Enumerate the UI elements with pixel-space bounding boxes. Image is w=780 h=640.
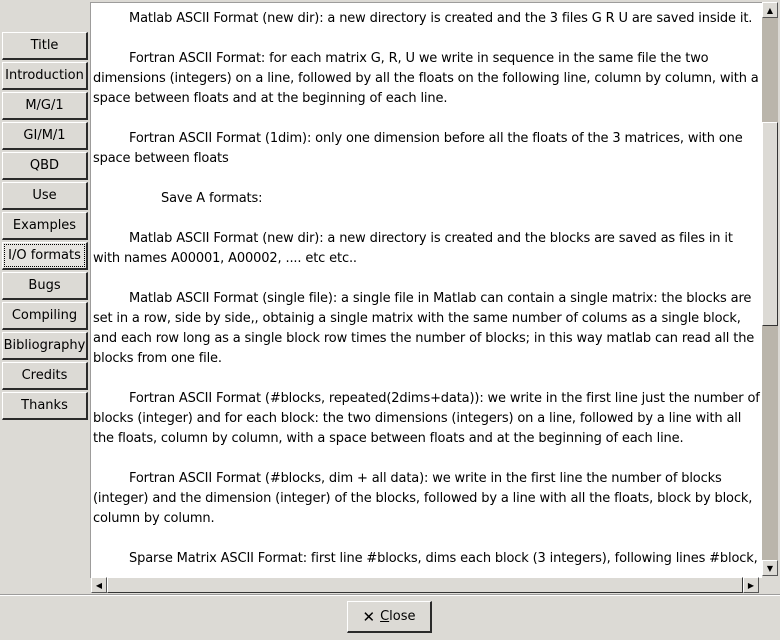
paragraph-line: space between floats and at the beginning of each line. — [93, 91, 448, 106]
scroll-down-button[interactable] — [762, 560, 778, 576]
sidebar-item-label: M/G/1 — [25, 98, 64, 113]
close-icon: ✕ — [362, 607, 376, 626]
sidebar-item-label: I/O formats — [8, 248, 81, 263]
paragraph-line: Fortran ASCII Format: for each matrix G, R, U we write in sequence in the same file the two — [129, 51, 709, 66]
section-heading: Save A formats: — [161, 191, 263, 206]
paragraph-line: Fortran ASCII Format (1dim): only one dimension before all the floats of the 3 matrices, with one — [129, 131, 743, 146]
sidebar-item-introduction[interactable] — [2, 62, 88, 90]
paragraph-line: Matlab ASCII Format (new dir): a new directory is created and the 3 files G R U are saved inside it. — [129, 11, 753, 26]
sidebar-item-label: Thanks — [21, 398, 68, 413]
paragraph-line: Fortran ASCII Format (#blocks, repeated(2dims+data)): we write in the first line just the number of — [129, 391, 760, 406]
close-button[interactable] — [347, 601, 432, 633]
sidebar-item-label: Credits — [21, 368, 68, 383]
paragraph-line: space between floats — [93, 151, 229, 166]
close-button-label: Close — [380, 609, 416, 624]
horizontal-scrollbar[interactable] — [91, 577, 759, 593]
sidebar-item-label: Use — [32, 188, 57, 203]
sidebar-item-thanks[interactable] — [2, 392, 88, 420]
vertical-scrollbar[interactable] — [762, 2, 778, 576]
scroll-up-button[interactable] — [762, 2, 778, 18]
sidebar-item-label: Introduction — [5, 68, 84, 83]
sidebar-item-compiling[interactable] — [2, 302, 88, 330]
arrow-left-icon: ◀ — [95, 580, 103, 590]
paragraph-line: and each row long as a single block row times the number of blocks; in this way matlab can read all the — [93, 331, 755, 346]
horizontal-scroll-thumb[interactable] — [107, 577, 743, 593]
paragraph-line: blocks (integer) and for each block: the two dimensions (integers) on a line, followed by a line with all — [93, 411, 742, 426]
paragraph-line: Matlab ASCII Format (single file): a single file in Matlab can contain a single matrix: the blocks are — [129, 291, 752, 306]
sidebar-item-label: Bibliography — [3, 338, 86, 353]
sidebar-item-io-formats[interactable] — [2, 242, 88, 270]
scroll-left-button[interactable] — [91, 577, 107, 593]
sidebar-item-use[interactable] — [2, 182, 88, 210]
separator-highlight — [0, 595, 780, 596]
sidebar-item-label: Compiling — [11, 308, 78, 323]
arrow-up-icon: ▲ — [766, 5, 774, 15]
sidebar-item-label: Title — [30, 38, 59, 53]
sidebar-item-gim1[interactable] — [2, 122, 88, 150]
sidebar-item-examples[interactable] — [2, 212, 88, 240]
sidebar-item-label: GI/M/1 — [23, 128, 66, 143]
sidebar-item-label: Examples — [12, 218, 77, 233]
scroll-right-button[interactable] — [743, 577, 759, 593]
paragraph-line: Fortran ASCII Format (#blocks, dim + all data): we write in the first line the number of blocks — [129, 471, 722, 486]
sidebar-item-title[interactable] — [2, 32, 88, 60]
paragraph-line: the floats, column by column, with a space between floats and at the beginning of each line. — [93, 431, 684, 446]
text-view[interactable] — [90, 2, 762, 578]
paragraph-line: Matlab ASCII Format (new dir): a new directory is created and the blocks are saved as files in it — [129, 231, 733, 246]
sidebar-item-mg1[interactable] — [2, 92, 88, 120]
paragraph-line: column by column. — [93, 511, 215, 526]
sidebar-item-bibliography[interactable] — [2, 332, 88, 360]
sidebar-item-qbd[interactable] — [2, 152, 88, 180]
sidebar-item-label: Bugs — [28, 278, 61, 293]
paragraph-line: with names A00001, A00002, .... etc etc.. — [93, 251, 357, 266]
arrow-down-icon: ▼ — [766, 563, 774, 573]
sidebar-item-credits[interactable] — [2, 362, 88, 390]
sidebar-item-label: QBD — [29, 158, 60, 173]
paragraph-line: (integer) and the dimension (integer) of the blocks, followed by a line with all the floats, block by block, — [93, 491, 753, 506]
arrow-right-icon: ▶ — [747, 580, 755, 590]
paragraph-line: set in a row, side by side,, obtainig a single matrix with the same number of colums as a single block, — [93, 311, 741, 326]
vertical-scroll-thumb[interactable] — [762, 122, 778, 326]
sidebar-item-bugs[interactable] — [2, 272, 88, 300]
paragraph-line: blocks from one file. — [93, 351, 222, 366]
sidebar-nav — [0, 0, 90, 593]
paragraph-line: Sparse Matrix ASCII Format: first line #blocks, dims each block (3 integers), following lines #block, — [129, 551, 758, 566]
paragraph-line: dimensions (integers) on a line, followed by all the floats on the following line, column by column, with a — [93, 71, 759, 86]
